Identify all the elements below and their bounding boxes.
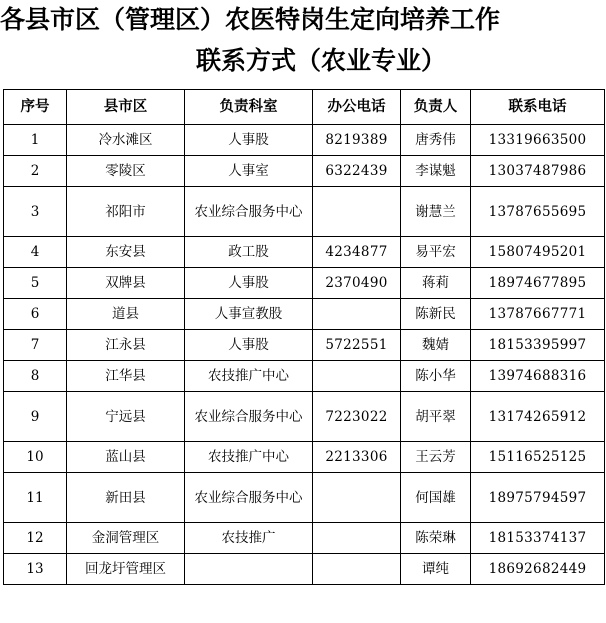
cell-contact-phone: 18975794597 xyxy=(471,473,605,523)
table-row xyxy=(4,442,605,473)
cell-contact-phone: 18153374137 xyxy=(471,523,605,554)
cell-person: 胡平翠 xyxy=(401,392,471,442)
cell-office-phone xyxy=(313,523,401,554)
header-no: 序号 xyxy=(4,90,67,125)
cell-contact-phone: 18974677895 xyxy=(471,268,605,299)
cell-no: 3 xyxy=(4,187,67,237)
cell-county: 新田县 xyxy=(67,473,185,523)
cell-dept: 农技推广中心 xyxy=(185,361,313,392)
header-dept: 负责科室 xyxy=(185,90,313,125)
cell-county: 冷水滩区 xyxy=(67,125,185,156)
cell-dept xyxy=(185,554,313,585)
table-row xyxy=(4,187,605,237)
cell-office-phone xyxy=(313,187,401,237)
table-row xyxy=(4,361,605,392)
cell-person: 蒋莉 xyxy=(401,268,471,299)
cell-office-phone: 6322439 xyxy=(313,156,401,187)
header-county: 县市区 xyxy=(67,90,185,125)
cell-county: 金洞管理区 xyxy=(67,523,185,554)
cell-person: 陈荣琳 xyxy=(401,523,471,554)
cell-county: 江华县 xyxy=(67,361,185,392)
table-row xyxy=(4,473,605,523)
table-row xyxy=(4,330,605,361)
page-title-line-2: 联系方式（农业专业） xyxy=(196,46,447,75)
cell-contact-phone: 13787655695 xyxy=(471,187,605,237)
cell-person: 李谋魁 xyxy=(401,156,471,187)
cell-county: 双牌县 xyxy=(67,268,185,299)
cell-dept: 农业综合服务中心 xyxy=(185,392,313,442)
table-row xyxy=(4,156,605,187)
cell-dept: 农技推广 xyxy=(185,523,313,554)
table-row xyxy=(4,237,605,268)
cell-no: 12 xyxy=(4,523,67,554)
cell-office-phone xyxy=(313,299,401,330)
cell-county: 祁阳市 xyxy=(67,187,185,237)
cell-office-phone: 5722551 xyxy=(313,330,401,361)
cell-county: 道县 xyxy=(67,299,185,330)
header-office-phone: 办公电话 xyxy=(313,90,401,125)
cell-person: 何国雄 xyxy=(401,473,471,523)
table-row xyxy=(4,299,605,330)
cell-person: 陈小华 xyxy=(401,361,471,392)
cell-county: 回龙圩管理区 xyxy=(67,554,185,585)
cell-contact-phone: 15116525125 xyxy=(471,442,605,473)
cell-dept: 农业综合服务中心 xyxy=(185,187,313,237)
cell-office-phone xyxy=(313,361,401,392)
cell-county: 蓝山县 xyxy=(67,442,185,473)
cell-no: 6 xyxy=(4,299,67,330)
cell-contact-phone: 13974688316 xyxy=(471,361,605,392)
cell-contact-phone: 18692682449 xyxy=(471,554,605,585)
cell-contact-phone: 13319663500 xyxy=(471,125,605,156)
cell-county: 宁远县 xyxy=(67,392,185,442)
cell-dept: 人事宣教股 xyxy=(185,299,313,330)
cell-office-phone: 2370490 xyxy=(313,268,401,299)
cell-office-phone: 8219389 xyxy=(313,125,401,156)
cell-county: 江永县 xyxy=(67,330,185,361)
cell-no: 7 xyxy=(4,330,67,361)
cell-no: 2 xyxy=(4,156,67,187)
table-row xyxy=(4,268,605,299)
cell-no: 1 xyxy=(4,125,67,156)
cell-dept: 人事股 xyxy=(185,125,313,156)
cell-no: 5 xyxy=(4,268,67,299)
cell-county: 零陵区 xyxy=(67,156,185,187)
cell-no: 9 xyxy=(4,392,67,442)
cell-person: 王云芳 xyxy=(401,442,471,473)
cell-person: 唐秀伟 xyxy=(401,125,471,156)
cell-person: 陈新民 xyxy=(401,299,471,330)
cell-dept: 政工股 xyxy=(185,237,313,268)
table-row xyxy=(4,125,605,156)
cell-office-phone: 4234877 xyxy=(313,237,401,268)
cell-contact-phone: 13037487986 xyxy=(471,156,605,187)
cell-office-phone xyxy=(313,554,401,585)
cell-no: 8 xyxy=(4,361,67,392)
cell-no: 13 xyxy=(4,554,67,585)
table-row xyxy=(4,523,605,554)
cell-no: 11 xyxy=(4,473,67,523)
cell-contact-phone: 13787667771 xyxy=(471,299,605,330)
cell-person: 易平宏 xyxy=(401,237,471,268)
cell-no: 4 xyxy=(4,237,67,268)
cell-contact-phone: 13174265912 xyxy=(471,392,605,442)
cell-dept: 农技推广中心 xyxy=(185,442,313,473)
cell-person: 谢慧兰 xyxy=(401,187,471,237)
header-contact-phone: 联系电话 xyxy=(471,90,605,125)
cell-county: 东安县 xyxy=(67,237,185,268)
table-header-row xyxy=(4,90,605,125)
table-row xyxy=(4,392,605,442)
cell-office-phone xyxy=(313,473,401,523)
cell-dept: 人事室 xyxy=(185,156,313,187)
cell-dept: 人事股 xyxy=(185,268,313,299)
table-row xyxy=(4,554,605,585)
page-title-line-1: 各县市区（管理区）农医特岗生定向培养工作 xyxy=(0,5,501,34)
cell-office-phone: 2213306 xyxy=(313,442,401,473)
contacts-table xyxy=(3,89,605,585)
header-person: 负责人 xyxy=(401,90,471,125)
cell-dept: 人事股 xyxy=(185,330,313,361)
cell-person: 魏婧 xyxy=(401,330,471,361)
cell-contact-phone: 18153395997 xyxy=(471,330,605,361)
cell-person: 谭纯 xyxy=(401,554,471,585)
cell-dept: 农业综合服务中心 xyxy=(185,473,313,523)
cell-no: 10 xyxy=(4,442,67,473)
cell-contact-phone: 15807495201 xyxy=(471,237,605,268)
cell-office-phone: 7223022 xyxy=(313,392,401,442)
